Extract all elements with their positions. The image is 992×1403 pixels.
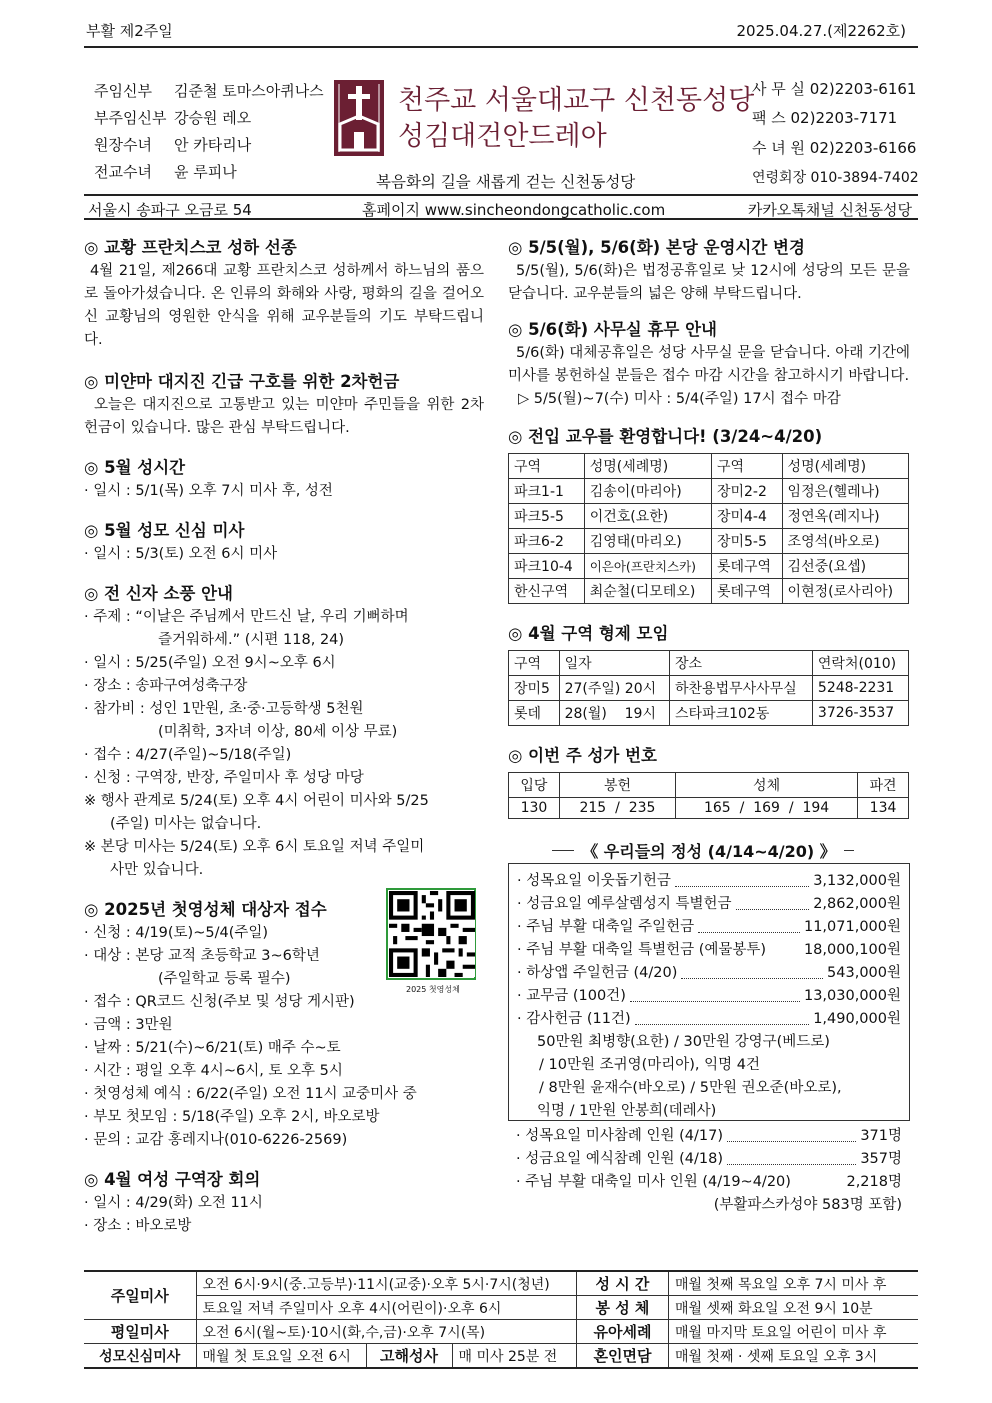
- table-header: 일자: [559, 651, 669, 676]
- contact-convent: 수 녀 원 02)2203-6166: [752, 139, 917, 157]
- bulletin-issue: 2025.04.27.(제2262호): [736, 22, 906, 40]
- list-item: · 부모 첫모임 : 5/18(주일) 오후 2시, 바오로방: [84, 1109, 380, 1125]
- list-item: · 문의 : 교감 홍레지나(010-6226-2569): [84, 1132, 348, 1148]
- table-cell: 134: [858, 798, 909, 819]
- holy-hour-time: 매월 첫째 목요일 오후 7시 미사 후: [668, 1271, 918, 1296]
- section-body: 오늘은 대지진으로 고통받고 있는 미얀마 주민들을 위한 2차헌금이 있습니다. 많은 관심 부탁드립니다.: [84, 397, 484, 436]
- section-body: 4월 21일, 제266대 교황 프란치스코 성하께서 하느님의 품으로 돌아가셨습니다. 온 인류의 화해와 사랑, 평화의 길을 걸어오신 교황님의 영원한 안식을 위해 교우분들의 기도 부탁드립니다.: [84, 263, 484, 348]
- marian-mass-label: 성모신심미사: [84, 1344, 196, 1369]
- list-item: · 장소 : 송파구여성축구장: [84, 678, 248, 694]
- table-cell: 130: [509, 798, 560, 819]
- attendance-row: · 주님 부활 대축일 미사 인원 (4/19~4/20) 2,218명: [516, 1174, 902, 1190]
- church-name: 천주교 서울대교구 신천동성당: [398, 85, 755, 116]
- table-header-row: [509, 651, 909, 676]
- table-cell: 165 / 169 / 194: [676, 798, 858, 819]
- list-item: · 신청 : 4/19(토)~5/4(주일): [84, 925, 269, 941]
- offering-title-row: [508, 839, 910, 861]
- table-cell: 롯데구역: [711, 579, 782, 604]
- section-title: 《 우리들의 정성 (4/14~4/20) 》: [574, 842, 844, 861]
- table-row: [509, 701, 909, 726]
- staff-mission-sister: 전교수녀 윤 루피나: [94, 163, 237, 181]
- homepage-link[interactable]: 홈페이지 www.sincheondongcatholic.com: [362, 201, 666, 219]
- table-cell: 파크10-4: [509, 554, 585, 579]
- section-title: ◎ 2025년 첫영성체 대상자 접수: [84, 900, 327, 919]
- table-row: [509, 504, 909, 529]
- table-cell: 장미5-5: [711, 529, 782, 554]
- table-cell: 조영석(바오로): [782, 529, 908, 554]
- staff-superior: 원장수녀 안 카타리나: [94, 136, 252, 154]
- list-item: · 날짜 : 5/21(수)~6/21(토) 매주 수~토: [84, 1040, 341, 1056]
- table-cell: 스타파크102동: [670, 701, 813, 726]
- table-row: [509, 579, 909, 604]
- attendance-row: · 성목요일 미사참례 인원 (4/17) 371명: [516, 1125, 902, 1148]
- table-cell: 28(월) 19시: [559, 701, 669, 726]
- table-cell: 215 / 235: [559, 798, 675, 819]
- list-item: · 대상 : 본당 교적 초등학교 3~6학년: [84, 948, 320, 964]
- list-item: (주일) 미사는 없습니다.: [110, 816, 262, 832]
- table-cell: 5248-2231: [812, 676, 908, 701]
- weekday-mass-label: 평일미사: [84, 1320, 196, 1344]
- church-logo-icon: [334, 80, 384, 156]
- motto: 복음화의 길을 새롭게 걷는 신천동성당: [376, 173, 636, 191]
- table-cell: 김송이(마리아): [584, 479, 711, 504]
- list-item: · 금액 : 3만원: [84, 1017, 173, 1033]
- marriage-interview-time: 매월 첫째 · 셋째 토요일 오후 3시: [668, 1344, 918, 1369]
- table-header: 연락처(010): [812, 651, 908, 676]
- table-cell: 파크5-5: [509, 504, 585, 529]
- section-title: ◎ 4월 구역 형제 모임: [508, 624, 669, 643]
- table-row: [84, 1344, 918, 1369]
- list-item: · 주제 : “이날은 주님께서 만드신 날, 우리 기뻐하며: [84, 609, 409, 625]
- table-cell: 이건호(요한): [584, 504, 711, 529]
- staff-assistant: 부주임신부 강승원 레오: [94, 109, 252, 127]
- list-item: (주일학교 등록 필수): [158, 971, 291, 987]
- section-title: ◎ 5월 성시간: [84, 458, 186, 477]
- communion-sick-time: 매월 셋째 화요일 오전 9시 10분: [668, 1296, 918, 1320]
- list-item: · 일시 : 5/25(주일) 오전 9시~오후 6시: [84, 655, 336, 671]
- section-body: 5/5(월), 5/6(화)은 법정공휴일로 낮 12시에 성당의 모든 문을 닫습니다. 교우분들의 넓은 양해 부탁드립니다.: [508, 263, 910, 302]
- list-item: 사만 있습니다.: [110, 862, 204, 878]
- thanks-line: 50만원 최병향(요한) / 30만원 강영구(베드로): [537, 1034, 830, 1050]
- section-note: ▷ 5/5(월)~7(수) 미사 : 5/4(주일) 17시 접수 마감: [518, 391, 841, 407]
- list-item: 즐거워하세.” (시편 118, 24): [158, 632, 345, 648]
- table-header: 파견: [858, 773, 909, 798]
- table-header-row: [509, 773, 909, 798]
- list-item: · 일시 : 4/29(화) 오전 11시: [84, 1195, 263, 1211]
- table-row: [509, 479, 909, 504]
- sunday-mass-times: 오전 6시·9시(중.고등부)·11시(교중)·오후 5시·7시(청년): [196, 1271, 576, 1296]
- holy-hour-label: 성 시 간: [576, 1271, 668, 1296]
- table-cell: 장미2-2: [711, 479, 782, 504]
- offering-box: [508, 863, 910, 1121]
- confession-time: 매 미사 25분 전: [452, 1344, 576, 1369]
- list-item: · 일시 : 5/3(토) 오전 6시 미사: [84, 546, 278, 562]
- table-header: 성체: [676, 773, 858, 798]
- table-row: [509, 676, 909, 701]
- saturday-mass-times: 토요일 저녁 주일미사 오후 4시(어린이)·오후 6시: [196, 1296, 576, 1320]
- offering-row: · 교무금 (100건) 13,030,000원: [517, 985, 901, 1008]
- table-cell: 장미5: [509, 676, 560, 701]
- table-header: 성명(세례명): [782, 454, 908, 479]
- table-header: 성명(세례명): [584, 454, 711, 479]
- contact-association: 연령회장 010-3894-7402: [752, 170, 919, 186]
- table-cell: 최순철(디모테오): [584, 579, 711, 604]
- table-cell: 롯데구역: [711, 554, 782, 579]
- communion-sick-label: 봉 성 체: [576, 1296, 668, 1320]
- table-header: 장소: [670, 651, 813, 676]
- sunday-mass-label: 주일미사: [84, 1271, 196, 1320]
- section-title: ◎ 4월 여성 구역장 회의: [84, 1170, 261, 1189]
- thanks-line: 익명 / 1만원 안봉희(데레사): [537, 1103, 717, 1119]
- attendance-row: · 성금요일 예식참례 인원 (4/18) 357명: [516, 1148, 902, 1171]
- weekday-mass-times: 오전 6시(월~토)·10시(화,수,금)·오후 7시(목): [196, 1320, 576, 1344]
- offering-row: · 성목요일 이웃돕기헌금 3,132,000원: [517, 870, 901, 893]
- contact-office: 사 무 실 02)2203-6161: [752, 80, 917, 98]
- list-item: ※ 본당 미사는 5/24(토) 오후 6시 토요일 저녁 주일미: [84, 839, 425, 855]
- table-cell: 이현정(로사리아): [782, 579, 908, 604]
- list-item: · 첫영성체 예식 : 6/22(주일) 오전 11시 교중미사 중: [84, 1086, 417, 1102]
- address-bar: [84, 194, 918, 220]
- table-cell: 정연옥(레지나): [782, 504, 908, 529]
- thanks-line: / 8만원 윤재수(바오로) / 5만원 권오준(바오로),: [539, 1080, 842, 1096]
- table-header: 입당: [509, 773, 560, 798]
- section-title: ◎ 교황 프란치스코 성하 선종: [84, 238, 297, 257]
- brothers-meeting-table: [508, 650, 909, 726]
- list-item: · 장소 : 바오로방: [84, 1218, 192, 1234]
- section-title: ◎ 이번 주 성가 번호: [508, 746, 657, 765]
- table-cell: 장미4-4: [711, 504, 782, 529]
- newcomers-table: [508, 453, 909, 604]
- qr-caption: 2025 첫영성체: [406, 985, 460, 994]
- table-row: [509, 529, 909, 554]
- offering-row: · 하상앱 주일헌금 (4/20) 543,000원: [517, 962, 901, 985]
- right-column: [508, 236, 910, 1217]
- thanks-line: / 10만원 조귀영(마리아), 익명 4건: [539, 1057, 760, 1073]
- list-item: · 신청 : 구역장, 반장, 주일미사 후 성당 마당: [84, 770, 364, 786]
- left-column: [84, 236, 484, 1238]
- list-item: · 접수 : 4/27(주일)~5/18(주일): [84, 747, 292, 763]
- table-row: [509, 798, 909, 819]
- list-item: · 참가비 : 성인 1만원, 초·중·고등학생 5천원: [84, 701, 364, 717]
- table-cell: 파크6-2: [509, 529, 585, 554]
- table-cell: 롯데: [509, 701, 560, 726]
- section-title: ◎ 전입 교우를 환영합니다! (3/24~4/20): [508, 427, 823, 446]
- contact-fax: 팩 스 02)2203-7171: [752, 109, 898, 127]
- list-item: · 접수 : QR코드 신청(주보 및 성당 게시판): [84, 994, 355, 1010]
- table-row: [84, 1296, 918, 1320]
- address: 서울시 송파구 오금로 54: [88, 201, 252, 219]
- mass-schedule-table: [84, 1270, 918, 1369]
- table-cell: 파크1-1: [509, 479, 585, 504]
- table-cell: 이은아(프란치스카): [584, 554, 711, 579]
- table-cell: 27(주일) 20시: [559, 676, 669, 701]
- bulletin-week: 부활 제2주일: [86, 22, 173, 40]
- table-cell: 김선중(요셉): [782, 554, 908, 579]
- table-header-row: [509, 454, 909, 479]
- offering-row: · 주님 부활 대축일 주일헌금 11,071,000원: [517, 916, 901, 939]
- section-title: ◎ 전 신자 소풍 안내: [84, 584, 233, 603]
- list-item: (미취학, 3자녀 이상, 80세 이상 무료): [158, 724, 398, 740]
- staff-pastor: 주임신부 김준철 토마스아퀴나스: [94, 82, 324, 100]
- list-item: · 시간 : 평일 오후 4시~6시, 토 오후 5시: [84, 1063, 343, 1079]
- marriage-interview-label: 혼인면담: [576, 1344, 668, 1369]
- table-cell: 한신구역: [509, 579, 585, 604]
- section-title: ◎ 5/5(월), 5/6(화) 본당 운영시간 변경: [508, 238, 805, 257]
- table-header: 구역: [509, 454, 585, 479]
- section-title: ◎ 5/6(화) 사무실 휴무 안내: [508, 320, 717, 339]
- top-divider: [84, 46, 918, 48]
- kakao-channel[interactable]: 카카오톡채널 신천동성당: [747, 201, 912, 219]
- table-header: 구역: [711, 454, 782, 479]
- marian-mass-time: 매월 첫 토요일 오전 6시: [196, 1344, 366, 1369]
- table-cell: 하찬용법무사사무실: [670, 676, 813, 701]
- church-patron: 성김대건안드레아: [398, 121, 607, 152]
- table-row: [84, 1320, 918, 1344]
- table-row: [509, 554, 909, 579]
- section-title: ◎ 미얀마 대지진 긴급 구호를 위한 2차헌금: [84, 372, 400, 391]
- section-body: 5/6(화) 대체공휴일은 성당 사무실 문을 닫습니다. 아래 기간에 미사를 봉헌하실 분들은 접수 마감 시간을 참고하시기 바랍니다.: [508, 345, 910, 384]
- table-cell: 임정은(헬레나): [782, 479, 908, 504]
- table-row: [84, 1271, 918, 1296]
- table-cell: 3726-3537: [812, 701, 908, 726]
- offering-row: · 주님 부활 대축일 특별헌금 (예물봉투) 18,000,100원: [517, 942, 901, 958]
- list-item: ※ 행사 관계로 5/24(토) 오후 4시 어린이 미사와 5/25: [84, 793, 429, 809]
- list-item: · 일시 : 5/1(목) 오후 7시 미사 후, 성전: [84, 483, 333, 499]
- table-header: 봉헌: [559, 773, 675, 798]
- confession-label: 고해성사: [366, 1344, 452, 1369]
- section-title: ◎ 5월 성모 신심 미사: [84, 521, 245, 540]
- infant-baptism-time: 매월 마지막 토요일 어린이 미사 후: [668, 1320, 918, 1344]
- hymn-table: [508, 772, 909, 819]
- table-header: 구역: [509, 651, 560, 676]
- offering-row: · 감사헌금 (11건) 1,490,000원: [517, 1008, 901, 1031]
- table-cell: 김영태(마리오): [584, 529, 711, 554]
- offering-row: · 성금요일 예루살렘성지 특별헌금 2,862,000원: [517, 893, 901, 916]
- qr-code-icon[interactable]: [386, 888, 476, 980]
- attendance-note: (부활파스카성야 583명 포함): [713, 1197, 902, 1213]
- infant-baptism-label: 유아세례: [576, 1320, 668, 1344]
